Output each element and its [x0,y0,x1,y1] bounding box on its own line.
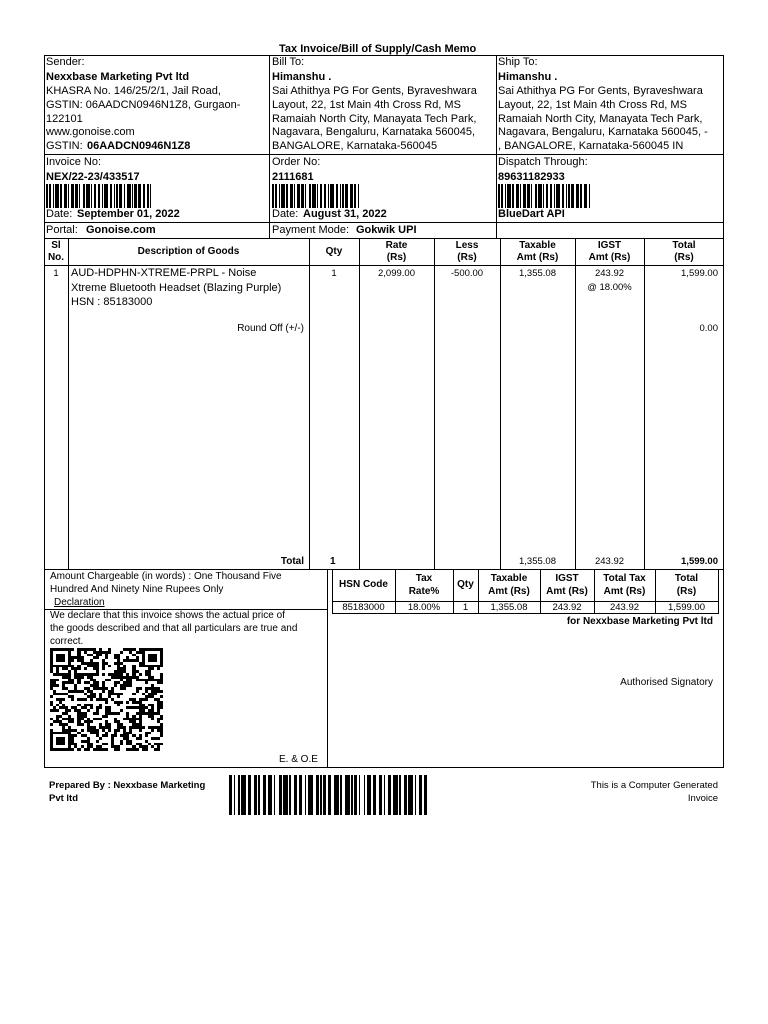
item-desc-line1: AUD-HDPHN-XTREME-PRPL - Noise [71,267,257,279]
ship-to-line: Ramaiah North City, Manayata Tech Park, [498,113,703,125]
hsn-taxable: 1,355.08 [490,602,528,613]
frame-left [44,55,45,768]
authorised-signatory: Authorised Signatory [620,677,713,688]
hsn-header-totaltax-unit: Amt (Rs) [603,586,646,597]
sender-address-line3: 122101 [46,113,83,125]
computer-generated-line2: Invoice [687,793,718,804]
hsn-header-igst-unit: Amt (Rs) [546,586,588,597]
eoe: E. & O.E [279,754,318,765]
for-company: for Nexxbase Marketing Pvt ltd [566,616,713,627]
header-less: Less [455,240,479,251]
order-no: 2111681 [272,171,314,183]
amount-words-line1: Amount Chargeable (in words) : One Thousand Five [50,571,282,582]
prepared-by-line2: Pvt ltd [49,793,79,804]
round-off-label: Round Off (+/-) [237,323,304,334]
bill-to-line: Layout, 22, 1st Main 4th Cross Rd, MS [272,99,461,111]
hsn-header-qty: Qty [457,579,474,590]
item-hsn: HSN : 85183000 [71,296,153,308]
total-qty: 1 [330,556,336,567]
bill-to-line: BANGALORE, Karnataka-560045 [272,140,438,152]
item-sl: 1 [53,268,59,279]
header-taxable: Taxable [519,240,556,251]
item-taxable: 1,355.08 [519,268,556,279]
invoice-title: Tax Invoice/Bill of Supply/Cash Memo [279,43,477,55]
sender-heading: Sender: [46,56,85,68]
footer-barcode [229,775,429,815]
declaration-label: Declaration [54,597,105,608]
order-barcode [272,184,359,208]
declaration-line3: correct. [50,636,84,647]
item-igst-rate: @ 18.00% [587,282,632,293]
header-no: No. [47,252,65,263]
hsn-igst: 243.92 [552,602,582,613]
order-date: August 31, 2022 [303,208,387,220]
dispatch-carrier: BlueDart API [498,208,565,220]
hsn-code: 85183000 [342,602,385,613]
invoice-barcode [46,184,151,208]
bill-to-heading: Bill To: [272,56,305,68]
item-desc-line2: Xtreme Bluetooth Headset (Blazing Purple) [71,282,282,294]
qr-code [50,648,163,751]
hsn-header-taxable: Taxable [490,573,528,584]
header-taxable-unit: Amt (Rs) [516,252,559,263]
hsn-header-totaltax: Total Tax [603,573,646,584]
header-rate: Rate [385,240,408,251]
item-total: 1,599.00 [681,268,718,279]
ship-to-line: , BANGALORE, Karnataka-560045 IN [498,140,684,152]
portal-label: Portal: [46,224,78,236]
grand-total: 1,599.00 [681,556,718,567]
ship-to-line: Layout, 22, 1st Main 4th Cross Rd, MS [498,99,687,111]
invoice-date-label: Date: [46,208,73,220]
hsn-header-total: Total [674,573,699,584]
hsn-totaltax: 243.92 [609,602,640,613]
ship-to-line: Sai Athithya PG For Gents, Byraveshwara [498,85,703,97]
hsn-header-taxable-unit: Amt (Rs) [488,586,530,597]
bill-to-name: Himanshu . [272,71,332,83]
invoice-no-label: Invoice No: [46,156,102,168]
header-less-unit: (Rs) [457,252,477,263]
sender-address-line2: GSTIN: 06AADCN0946N1Z8, Gurgaon- [46,99,241,111]
header-qty: Qty [325,246,343,257]
prepared-by-line1: Prepared By : Nexxbase Marketing [49,780,206,791]
invoice-no: NEX/22-23/433517 [46,171,140,183]
ship-to-line: Nagavara, Bengaluru, Karnataka 560045, - [498,126,708,138]
hsn-header-total-unit: (Rs) [676,586,697,597]
sender-website: www.gonoise.com [46,126,135,138]
invoice-date: September 01, 2022 [77,208,180,220]
item-rate: 2,099.00 [378,268,415,279]
bill-to-line: Ramaiah North City, Manayata Tech Park, [272,113,477,125]
item-igst: 243.92 [594,268,625,279]
hsn-header-code: HSN Code [339,579,388,590]
frame-top [44,55,724,56]
header-sl: Sl [51,240,61,251]
header-rate-unit: (Rs) [386,252,407,263]
dispatch-label: Dispatch Through: [498,156,588,168]
ship-to-name: Himanshu . [498,71,558,83]
sender-address-line1: KHASRA No. 146/25/2/1, Jail Road, [46,85,221,97]
payment-mode-value: Gokwik UPI [356,224,417,236]
portal-value: Gonoise.com [86,224,156,236]
frame-right [723,55,724,768]
bill-to-line: Nagavara, Bengaluru, Karnataka 560045, [272,126,476,138]
declaration-line1: We declare that this invoice shows the actual price of [50,610,285,621]
item-less: -500.00 [450,268,484,279]
order-date-label: Date: [272,208,299,220]
item-qty: 1 [331,268,337,279]
dispatch-number: 89631182933 [498,171,565,183]
sender-gstin-label: GSTIN: [46,140,83,152]
hsn-rate: 18.00% [407,602,441,613]
hsn-qty: 1 [462,602,469,613]
total-taxable: 1,355.08 [519,556,556,567]
header-total: Total [672,240,696,251]
header-igst-unit: Amt (Rs) [588,252,631,263]
declaration-line2: the goods described and that all particulars are true and [50,623,298,634]
total-igst: 243.92 [594,556,625,567]
order-no-label: Order No: [272,156,321,168]
sender-gstin: 06AADCN0946N1Z8 [87,140,191,152]
round-off-value: 0.00 [699,323,718,334]
dispatch-barcode [498,184,591,208]
hsn-header-tax: Tax [415,573,433,584]
ship-to-heading: Ship To: [498,56,538,68]
hsn-header-rate: Rate% [408,586,440,597]
header-igst: IGST [597,240,622,251]
amount-words-line2: Hundred And Ninety Nine Rupees Only [50,584,224,595]
computer-generated-line1: This is a Computer Generated [590,780,718,791]
header-total-unit: (Rs) [674,252,694,263]
hsn-header-igst: IGST [555,573,579,584]
hsn-total: 1,599.00 [668,602,705,613]
bill-to-line: Sai Athithya PG For Gents, Byraveshwara [272,85,477,97]
frame-bottom [44,767,724,768]
total-label: Total [280,556,304,567]
payment-mode-label: Payment Mode: [272,224,350,236]
sender-name: Nexxbase Marketing Pvt ltd [46,71,190,83]
header-description: Description of Goods [137,246,240,257]
